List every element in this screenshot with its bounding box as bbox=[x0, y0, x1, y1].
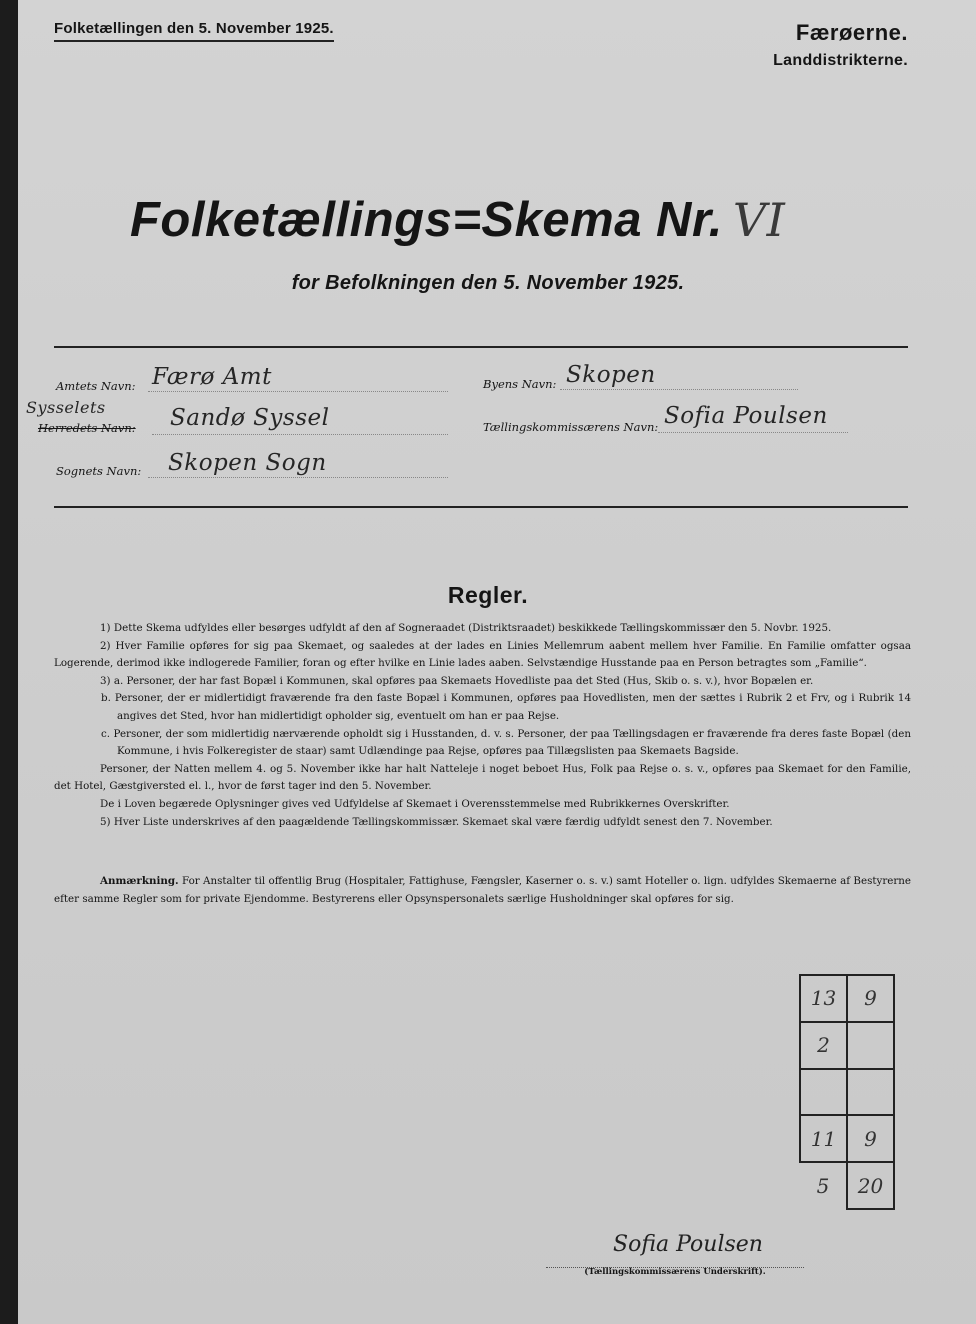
tally-grid bbox=[799, 974, 895, 1210]
kommissaer-line bbox=[658, 432, 848, 433]
signature-caption: (Tællingskommissærens Underskrift). bbox=[584, 1267, 766, 1277]
tally-cell: 13 bbox=[800, 975, 847, 1022]
rules-text bbox=[54, 620, 911, 831]
form-subtitle: for Befolkningen den 5. November 1925. bbox=[291, 272, 685, 294]
rule-4: Personer, der Natten mellem 4. og 5. November ikke har halt Natteleje i noget beboet Hus, Folk paa Rejse o. s. v., opføres paa Skemaet for den Familie, det Hotel, Gæstgiversted el. l., hvor de først tager ind den 5. November. bbox=[54, 762, 911, 793]
tally-cell bbox=[847, 1022, 894, 1069]
tally-cell: 20 bbox=[847, 1162, 894, 1209]
tally-cell: 5 bbox=[816, 1174, 830, 1199]
form-title bbox=[130, 192, 785, 248]
bottom-rule bbox=[54, 506, 908, 508]
census-date-header: Folketællingen den 5. November 1925. bbox=[54, 20, 334, 42]
rule-5: 5) Hver Liste underskrives af den paagældende Tællingskommissær. Skemaet skal være færdig udfyldt senest den 7. November. bbox=[100, 815, 773, 828]
tally-cell bbox=[800, 1069, 847, 1116]
tally-row bbox=[800, 975, 894, 1022]
note-paragraph bbox=[54, 873, 911, 908]
rule-3b: b. Personer, der er midlertidigt fraværende fra den faste Bopæl i Kommunen, opføres paa Hovedlisten, men der sættes i Rubrik 2 et Frv, og i Rubrik 14 angives det Sted, hvor han midlertidigt opholder sig, eventuelt om han er paa Rejse. bbox=[101, 692, 911, 722]
top-rule bbox=[54, 346, 908, 348]
sognets-value: Skopen Sogn bbox=[168, 450, 327, 476]
tally-cell: 9 bbox=[847, 975, 894, 1022]
tally-row bbox=[800, 1069, 894, 1116]
amtets-label: Amtets Navn: bbox=[56, 379, 136, 393]
signature: Sofia Poulsen bbox=[613, 1232, 763, 1257]
district-subtitle: Landdistrikterne. bbox=[773, 52, 908, 69]
amtets-line bbox=[148, 391, 448, 392]
form-title-text: Folketællings=Skema Nr. bbox=[130, 193, 723, 247]
byens-value: Skopen bbox=[566, 362, 656, 388]
rule-3c: c. Personer, der som midlertidig nærværende opholdt sig i Husstanden, d. v. s. Personer, der paa Tællingsdagen er fraværende fra deres faste Bopæl (den Kommune, i hvis Folkeregister de staar) samt Udlændinge paa Rejse, opføres paa Tillægslisten paa Skemaets Bagside. bbox=[101, 727, 911, 758]
amtets-value: Færø Amt bbox=[152, 364, 272, 390]
herredets-line bbox=[152, 434, 448, 435]
note-text: For Anstalter til offentlig Brug (Hospitaler, Fattighuse, Fængsler, Kaserner o. s. v.) samt Hoteller o. lign. udfyldes Skemaerne af Bestyrerne efter samme Regler som for private Ejendomme. Bestyrerens eller Opsynspersonalets særlige Husholdninger skal opføres for sig. bbox=[54, 875, 911, 905]
tally-cell: 9 bbox=[847, 1115, 894, 1162]
herredets-label: Herredets Navn: bbox=[38, 421, 136, 435]
tally-cell bbox=[847, 1069, 894, 1116]
tally-cell: 11 bbox=[800, 1115, 847, 1162]
region-title: Færøerne. bbox=[795, 20, 908, 45]
tally-row bbox=[800, 1022, 894, 1069]
rule-3a: 3) a. Personer, der har fast Bopæl i Kommunen, skal opføres paa Skemaets Hovedliste paa det Sted (Hus, Skib o. s. v.), hvor Bopælen er. bbox=[100, 674, 814, 687]
sognets-label: Sognets Navn: bbox=[56, 464, 142, 478]
form-number: VI bbox=[732, 193, 786, 247]
tally-row bbox=[800, 1162, 894, 1209]
sognets-line bbox=[148, 477, 448, 478]
note-label: Anmærkning. bbox=[100, 875, 179, 887]
tally-row bbox=[800, 1115, 894, 1162]
tally-cell: 2 bbox=[800, 1022, 847, 1069]
byens-line bbox=[560, 389, 798, 390]
scan-edge bbox=[0, 0, 18, 1324]
byens-label: Byens Navn: bbox=[483, 377, 557, 391]
kommissaer-label: Tællingskommissærens Navn: bbox=[483, 420, 659, 434]
rule-2: 2) Hver Familie opføres for sig paa Skemaet, og saaledes at der lades en Linies Mellemrum aabent mellem hver Familie. En Familie omfatter ogsaa Logerende, derimod ikke indlogerede Familier, foran og efter hvilke en Linie lades aaben. Selvstændige Husstande paa en Person betragtes som „Familie“. bbox=[54, 639, 911, 670]
rule-1: 1) Dette Skema udfyldes eller besørges udfyldt af den af Sogneraadet (Distriktsraadet) beskikkede Tællingskommissær den 5. Novbr. 1925. bbox=[100, 622, 832, 634]
rules-heading: Regler. bbox=[447, 582, 529, 608]
rule-4b: De i Loven begærede Oplysninger gives ved Udfyldelse af Skemaet i Overensstemmelse med Rubrikkernes Overskrifter. bbox=[100, 797, 730, 810]
herredets-correction: Sysselets bbox=[26, 398, 106, 417]
kommissaer-value: Sofia Poulsen bbox=[664, 403, 828, 429]
herredets-value: Sandø Syssel bbox=[170, 405, 330, 431]
